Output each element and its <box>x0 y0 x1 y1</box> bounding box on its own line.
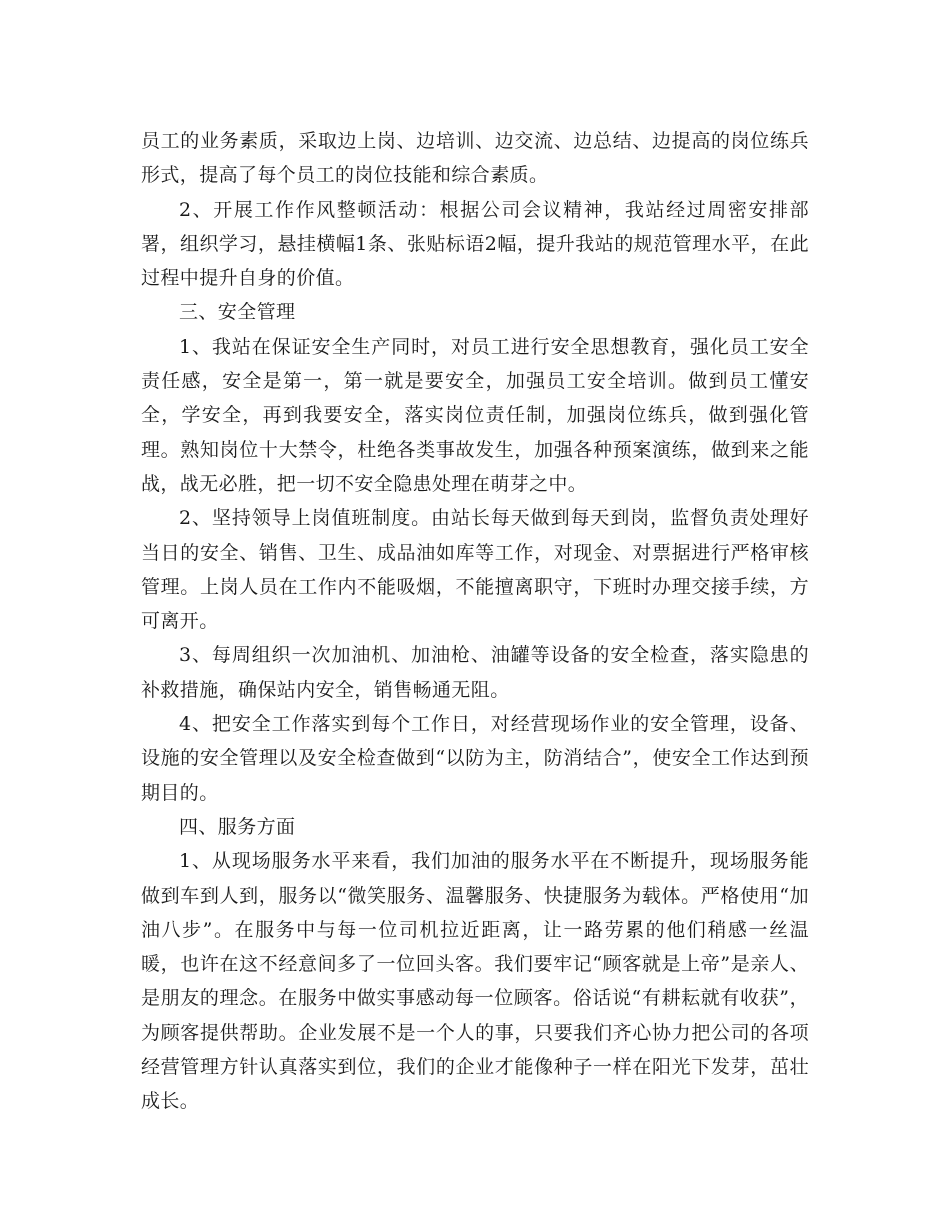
paragraph-continued: 员工的业务素质，采取边上岗、边培训、边交流、边总结、边提高的岗位练兵形式，提高了每个员工的岗位技能和综合素质。 <box>141 130 809 187</box>
paragraph-work-style: 2、开展工作作风整顿活动：根据公司会议精神，我站经过周密安排部署，组织学习，悬挂横幅1条、张贴标语2幅，提升我站的规范管理水平，在此过程中提升自身的价值。 <box>141 198 809 290</box>
section-heading-service: 四、服务方面 <box>179 815 296 838</box>
paragraph-service-level: 1、从现场服务水平来看，我们加油的服务水平在不断提升，现场服务能做到车到人到，服务以“微笑服务、温馨服务、快捷服务为载体。严格使用“加油八步”。在服务中与每一位司机拉近距离，让一路劳累的他们稍感一丝温暖，也许在这不经意间多了一位回头客。我们要牢记“顾客就是上帝”是亲人、是朋友的理念。在服务中做实事感动每一位顾客。俗话说“有耕耘就有收获”，为顾客提供帮助。企业发展不是一个人的事，只要我们齐心协力把公司的各项经营管理方针认真落实到位，我们的企业才能像种子一样在阳光下发芽，茁壮成长。 <box>141 850 809 1113</box>
section-heading-safety: 三、安全管理 <box>179 301 296 324</box>
paragraph-daily-safety: 4、把安全工作落实到每个工作日，对经营现场作业的安全管理，设备、设施的安全管理以及安全检查做到“以防为主，防消结合”，使安全工作达到预期目的。 <box>141 713 809 804</box>
document-body <box>141 124 809 1119</box>
paragraph-weekly-inspection: 3、每周组织一次加油机、加油枪、油罐等设备的安全检查，落实隐患的补救措施，确保站内安全，销售畅通无阻。 <box>141 644 809 701</box>
paragraph-duty-system: 2、坚持领导上岗值班制度。由站长每天做到每天到岗，监督负责处理好当日的安全、销售、卫生、成品油如库等工作，对现金、对票据进行严格审核管理。上岗人员在工作内不能吸烟，不能擅离职守，下班时办理交接手续，方可离开。 <box>141 507 809 633</box>
paragraph-safety-education: 1、我站在保证安全生产同时，对员工进行安全思想教育，强化员工安全责任感，安全是第一，第一就是要安全，加强员工安全培训。做到员工懂安全，学安全，再到我要安全，落实岗位责任制，加强岗位练兵，做到强化管理。熟知岗位十大禁令，杜绝各类事故发生，加强各种预案演练，做到来之能战，战无必胜，把一切不安全隐患处理在萌芽之中。 <box>141 335 809 495</box>
